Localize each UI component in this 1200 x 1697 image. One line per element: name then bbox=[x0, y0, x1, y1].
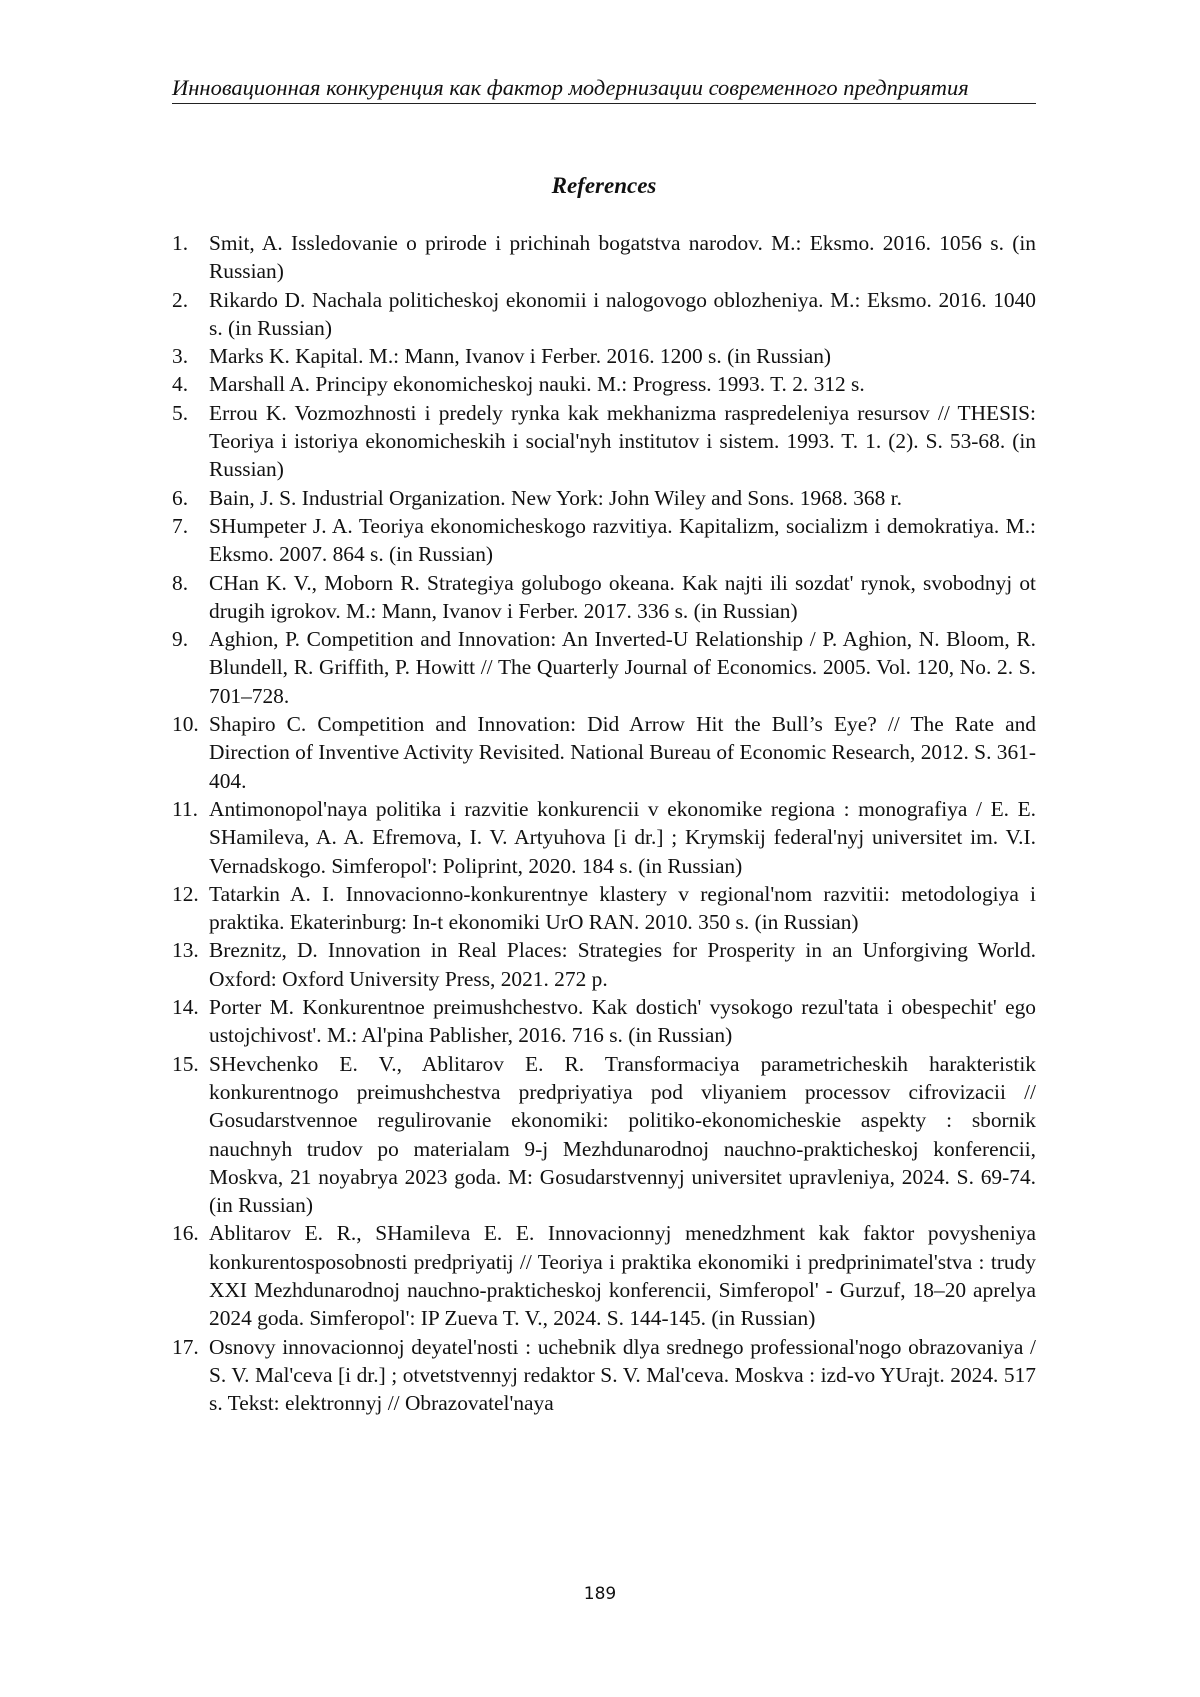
reference-text: Bain, J. S. Industrial Organization. New York: John Wiley and Sons. 1968. 368 r. bbox=[209, 485, 902, 510]
reference-item bbox=[172, 229, 1036, 286]
reference-number: 7. bbox=[172, 513, 189, 538]
reference-text: Porter M. Konkurentnoe preimushchestvo. Kak dostich' vysokogo rezul'tata i obespechit' ego ustojchivost'. M.: Al'pina Pablisher, 2016. 716 s. (in Russian) bbox=[209, 995, 1036, 1048]
reference-number: 11. bbox=[172, 796, 198, 821]
running-header bbox=[172, 74, 1036, 104]
reference-list bbox=[172, 229, 1036, 1417]
reference-text: Aghion, P. Competition and Innovation: An Inverted-U Relationship / P. Aghion, N. Bloom, R. Blundell, R. Griffith, P. Howitt // The Quarterly Journal of Economics. 2005. Vol. 120, No. 2. S. 701–728. bbox=[209, 627, 1036, 708]
reference-item bbox=[172, 795, 1036, 880]
reference-text: Rikardo D. Nachala politicheskoj ekonomii i nalogovogo oblozheniya. M.: Eksmo. 2016. 1040 s. (in Russian) bbox=[209, 287, 1036, 340]
reference-text: Tatarkin A. I. Innovacionno-konkurentnye klastery v regional'nom razvitii: metodologiya i praktika. Ekaterinburg: In-t ekonomiki UrO RAN. 2010. 350 s. (in Russian) bbox=[209, 881, 1036, 935]
reference-text: Errou K. Vozmozhnosti i predely rynka kak mekhanizma raspredeleniya resursov // THESIS: Teoriya i istoriya ekonomicheskih i social'nyh institutov i sistem. 1993. T. 1. (2). S. 53-68. (in Russian) bbox=[209, 400, 1036, 482]
reference-text: Marks K. Kapital. M.: Mann, Ivanov i Ferber. 2016. 1200 s. (in Russian) bbox=[209, 344, 832, 369]
reference-number: 16. bbox=[172, 1221, 199, 1246]
reference-text: SHumpeter J. A. Teoriya ekonomicheskogo razvitiya. Kapitalizm, socializm i demokratiya. M.: Eksmo. 2007. 864 s. (in Russian) bbox=[209, 513, 1036, 567]
reference-item bbox=[172, 710, 1036, 795]
reference-item bbox=[172, 1050, 1036, 1220]
reference-item bbox=[172, 342, 1036, 370]
reference-item bbox=[172, 569, 1036, 626]
reference-number: 6. bbox=[172, 485, 189, 510]
reference-text: Smit, A. Issledovanie o prirode i prichinah bogatstva narodov. M.: Eksmo. 2016. 1056 s. (in Russian) bbox=[209, 231, 1036, 284]
reference-number: 8. bbox=[172, 570, 189, 595]
header-title: Инновационная конкуренция как фактор модернизации современного предприятия bbox=[172, 75, 969, 100]
reference-item bbox=[172, 1219, 1036, 1332]
reference-number: 2. bbox=[172, 287, 189, 312]
reference-item bbox=[172, 484, 1036, 512]
reference-number: 9. bbox=[172, 627, 189, 652]
reference-text: CHan K. V., Moborn R. Strategiya golubogo okeana. Kak najti ili sozdat' rynok, svobodnyj ot drugih igrokov. M.: Mann, Ivanov i Ferber. 2017. 336 s. (in Russian) bbox=[209, 570, 1036, 623]
reference-number: 15. bbox=[172, 1051, 199, 1076]
reference-item bbox=[172, 370, 1036, 398]
section-title: References bbox=[551, 173, 657, 198]
reference-item bbox=[172, 625, 1036, 710]
reference-item bbox=[172, 286, 1036, 343]
page-number: 189 bbox=[583, 1584, 617, 1604]
reference-text: Breznitz, D. Innovation in Real Places: Strategies for Prosperity in an Unforgiving World. Oxford: Oxford University Press, 2021. 272 p. bbox=[209, 938, 1036, 991]
reference-item bbox=[172, 993, 1036, 1050]
reference-number: 1. bbox=[172, 231, 189, 255]
reference-text: Antimonopol'naya politika i razvitie konkurencii v ekonomike regiona : monografiya / E. E. SHamileva, A. A. Efremova, I. V. Artyuhova [i dr.] ; Krymskij federal'nyj universitet im. V.I. Vernadskogo. Simferopol': Poliprint, 2020. 184 s. (in Russian) bbox=[209, 796, 1036, 878]
reference-text: SHevchenko E. V., Ablitarov E. R. Transformaciya parametricheskih harakteristik konkurentnogo preimushchestva predpriyatiya pod vliyaniem processov cifrovizacii // Gosudarstvennoe regulirovanie ekonomiki: politiko-ekonomicheskie aspekty : sbornik nauchnyh trudov po materialam 9-j Mezhdunarodnoj nauchno-prakticheskoj konferencii, Moskva, 21 noyabrya 2023 goda. M: Gosudarstvennyj universitet upravleniya, 2024. S. 69-74. (in Russian) bbox=[209, 1051, 1036, 1218]
reference-number: 10. bbox=[172, 712, 199, 737]
reference-item bbox=[172, 1333, 1036, 1418]
reference-number: 12. bbox=[172, 881, 199, 906]
reference-text: Osnovy innovacionnoj deyatel'nosti : uchebnik dlya srednego professional'nogo obrazovaniya / S. V. Mal'ceva [i dr.] ; otvetstvennyj redaktor S. V. Mal'ceva. Moskva : izd-vo YUrajt. 2024. 517 s. Tekst: elektronnyj // Obrazovatel'naya bbox=[209, 1334, 1036, 1416]
reference-item bbox=[172, 936, 1036, 993]
reference-number: 4. bbox=[172, 372, 189, 397]
reference-number: 13. bbox=[172, 938, 199, 963]
reference-number: 3. bbox=[172, 344, 189, 369]
reference-text: Ablitarov E. R., SHamileva E. E. Innovacionnyj menedzhment kak faktor povysheniya konkurentosposobnosti predpriyatij // Teoriya i praktika ekonomiki i predprinimatel'stva : trudy XXI Mezhdunarodnoj nauchno-prakticheskoj konferencii, Simferopol' - Gurzuf, 18–20 aprelya 2024 goda. Simferopol': IP Zueva T. V., 2024. S. 144-145. (in Russian) bbox=[209, 1221, 1036, 1331]
reference-number: 17. bbox=[172, 1334, 199, 1359]
reference-number: 14. bbox=[172, 995, 199, 1020]
reference-number: 5. bbox=[172, 400, 189, 425]
reference-text: Shapiro C. Competition and Innovation: Did Arrow Hit the Bull’s Eye? // The Rate and Direction of Inventive Activity Revisited. National Bureau of Economic Research, 2012. S. 361-404. bbox=[209, 712, 1036, 793]
reference-item bbox=[172, 399, 1036, 484]
reference-item bbox=[172, 512, 1036, 569]
reference-item bbox=[172, 880, 1036, 937]
reference-text: Marshall A. Principy ekonomicheskoj nauki. M.: Progress. 1993. T. 2. 312 s. bbox=[209, 372, 865, 397]
